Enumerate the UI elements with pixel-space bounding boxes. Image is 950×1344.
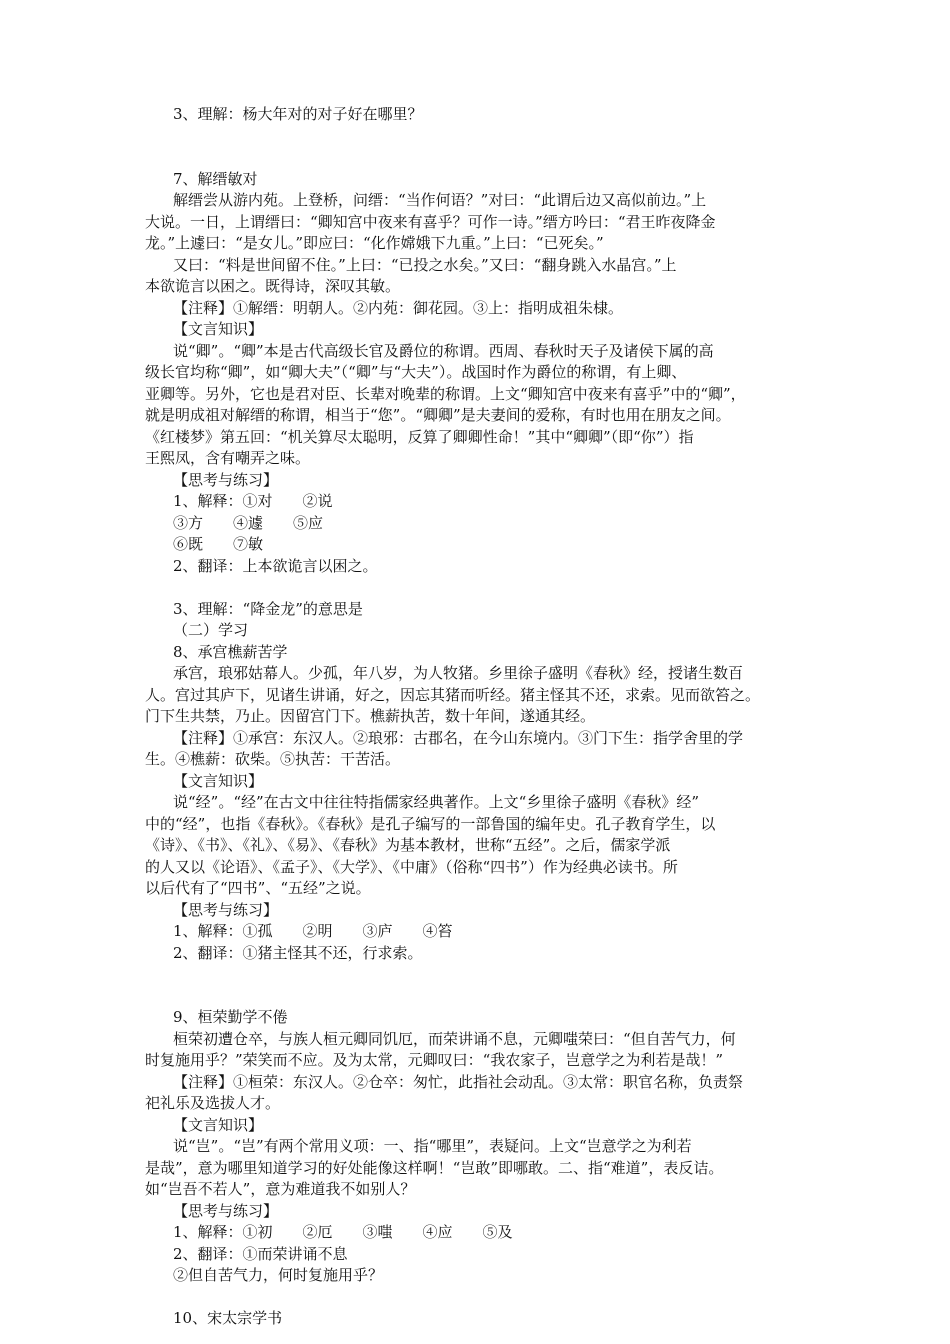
text-line: 中的“经”，也指《春秋》。《春秋》是孔子编写的一部鲁国的编年史。孔子教育学生，以 <box>145 814 716 833</box>
text-line: ⑥既 ⑦敏 <box>173 535 264 553</box>
text-line: 《红楼梦》第五回：“机关算尽太聪明，反算了卿卿性命！”其中“卿卿”（即“你”）指 <box>145 427 694 446</box>
text-line: 1、解释：①孤 ②明 ③庐 ④笞 <box>173 922 453 940</box>
text-line: 以后代有了“四书”、“五经”之说。 <box>145 879 371 897</box>
blank-gap <box>145 964 810 1007</box>
text-line: 就是明成祖对解缙的称谓，相当于“您”。“卿卿”是夫妻间的爱称，有时也用在朋友之间。 <box>145 406 731 424</box>
text-line: 【思考与练习】 <box>173 1201 279 1220</box>
text-line: 生。④樵薪：砍柴。⑤执苦：干苦活。 <box>145 750 401 768</box>
text-line: 桓荣初遭仓卒，与族人桓元卿同饥厄，而荣讲诵不息，元卿嗤荣曰：“但自苦气力，何 <box>173 1029 736 1048</box>
text-line: ③方 ④遽 ⑤应 <box>173 513 324 532</box>
text-line: 时复施用乎？”荣笑而不应。及为太常，元卿叹曰：“我农家子，岂意学之为利若是哉！” <box>145 1051 724 1069</box>
text-line: 龙。”上遽曰：“是女儿。”即应曰：“化作嫦娥下九重。”上曰：“已死矣。” <box>145 234 604 252</box>
text-line: 【注释】①承宫：东汉人。②琅邪：古郡名，在今山东境内。③门下生：指学舍里的学 <box>173 728 744 747</box>
text-line: 的人又以《论语》、《孟子》、《大学》、《中庸》（俗称“四书”）作为经典必读书。所 <box>145 857 678 876</box>
text-line: 大说。一日，上谓缙曰：“卿知宫中夜来有喜乎？可作一诗。”缙方吟曰：“君王昨夜降金 <box>145 212 716 231</box>
text-line: 人。宫过其庐下，见诸生讲诵，好之，因忘其猪而听经。猪主怪其不还，求索。见而欲笞之。 <box>145 685 761 704</box>
text-line: 《诗》、《书》、《礼》、《易》、《春秋》为基本教材，世称“五经”。之后，儒家学派 <box>145 836 671 854</box>
text-line: 9、桓荣勤学不倦 <box>173 1008 288 1026</box>
text-line: 【注释】①桓荣：东汉人。②仓卒：匆忙，此指社会动乱。③太常：职官名称，负责祭 <box>173 1072 744 1091</box>
text-line: 承宫，琅邪姑幕人。少孤，年八岁，为人牧猪。乡里徐子盛明《春秋》经，授诸生数百 <box>173 664 744 682</box>
text-line: （二）学习 <box>173 621 249 639</box>
text-line: 1、解释：①初 ②厄 ③嗤 ④应 ⑤及 <box>173 1223 513 1241</box>
text-line: 8、承宫樵薪苦学 <box>173 642 288 661</box>
text-line: 是哉”，意为哪里知道学习的好处能像这样啊！“岂敢”即哪敢。二、指“难道”，表反诘。 <box>145 1158 724 1177</box>
text-line: 7、解缙敏对 <box>173 169 258 188</box>
text-line: 如“岂吾不若人”，意为难道我不如别人？ <box>145 1180 416 1198</box>
text-line: 说“经”。“经”在古文中往往特指儒家经典著作。上文“乡里徐子盛明《春秋》经” <box>173 793 700 811</box>
text-line: 10、宋太宗学书 <box>173 1309 283 1327</box>
text-line: 解缙尝从游内苑。上登桥，问缙：“当作何语？”对曰：“此谓后边又高似前边。”上 <box>173 191 707 209</box>
text-line: 【思考与练习】 <box>173 470 279 489</box>
text-line: 祀礼乐及选拔人才。 <box>145 1094 281 1112</box>
text-line: 王熙凤，含有嘲弄之味。 <box>145 449 311 467</box>
text-line: 【文言知识】 <box>173 1115 264 1134</box>
blank-gap <box>145 1287 810 1309</box>
text-line: 2、翻译：①而荣讲诵不息 <box>173 1244 348 1263</box>
text-line: 门下生共禁，乃止。因留宫门下。樵薪执苦，数十年间，遂通其经。 <box>145 707 596 725</box>
text-line: 1、解释：①对 ②说 <box>173 492 333 510</box>
text-line: 又曰：“料是世间留不住。”上曰：“已投之水矣。”又曰：“翻身跳入水晶宫。”上 <box>173 255 677 274</box>
text-line: 亚卿等。另外，它也是君对臣、长辈对晚辈的称谓。上文“卿知宫中夜来有喜乎”中的“卿”， <box>145 384 746 403</box>
document-page <box>145 104 810 1330</box>
text-line: 2、翻译：上本欲诡言以困之。 <box>173 556 378 575</box>
text-line: 3、理解：杨大年对的对子好在哪里？ <box>173 105 423 123</box>
text-line: 【思考与练习】 <box>173 900 279 919</box>
text-line: 本欲诡言以困之。既得诗，深叹其敏。 <box>145 277 401 295</box>
blank-gap <box>145 126 810 169</box>
text-line: 3、理解：“降金龙”的意思是 <box>173 599 363 618</box>
text-line: 【文言知识】 <box>173 320 264 338</box>
text-line: 说“岂”。“岂”有两个常用义项：一、指“哪里”，表疑问。上文“岂意学之为利若 <box>173 1137 692 1155</box>
text-line: 【文言知识】 <box>173 771 264 790</box>
blank-gap <box>145 577 810 599</box>
text-line: 【注释】①解缙：明朝人。②内苑：御花园。③上：指明成祖朱棣。 <box>173 298 624 317</box>
text-line: 级长官均称“卿”，如“卿大夫”（“卿”与“大夫”）。战国时作为爵位的称谓，有上卿、 <box>145 363 687 381</box>
text-line: ②但自苦气力，何时复施用乎？ <box>173 1266 384 1284</box>
text-line: 说“卿”。“卿”本是古代高级长官及爵位的称谓。西周、春秋时天子及诸侯下属的高 <box>173 341 714 360</box>
text-line: 2、翻译：①猪主怪其不还，行求索。 <box>173 943 423 962</box>
